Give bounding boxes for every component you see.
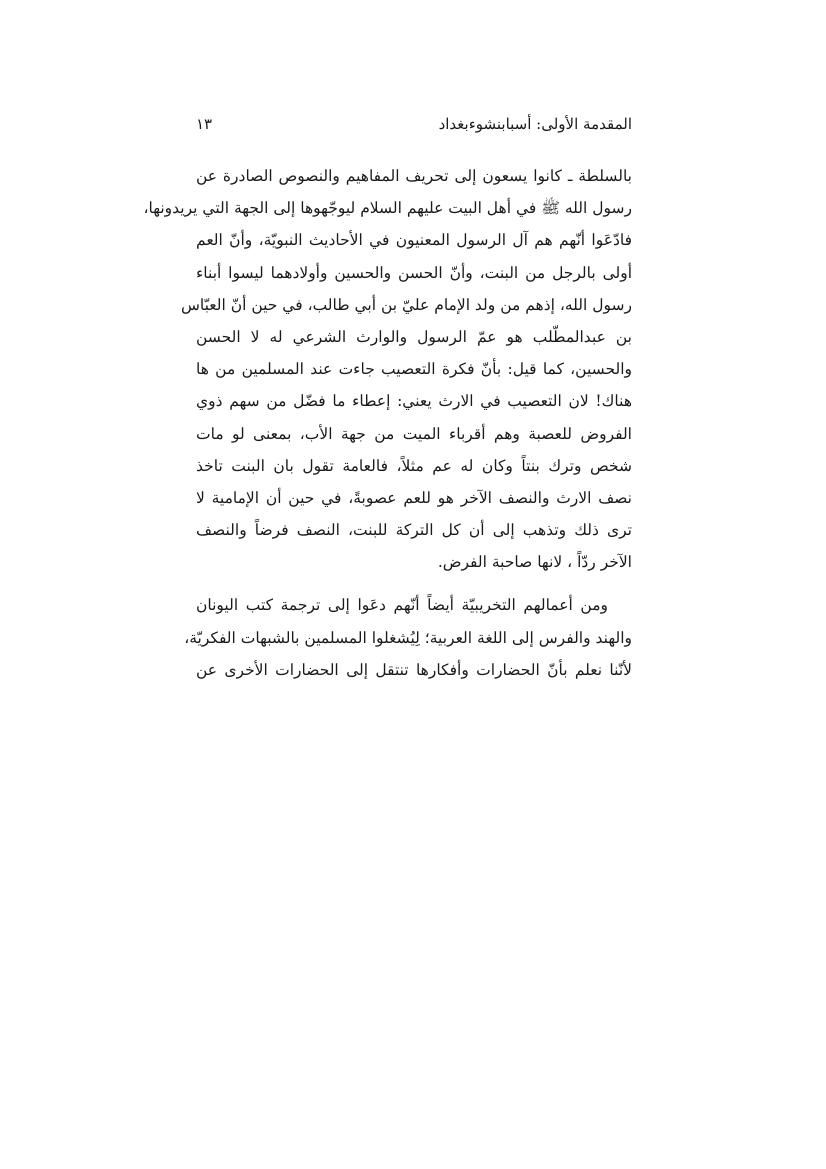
paragraph-gap — [196, 578, 632, 589]
text-line: ترى ذلك وتذهب إلى أن كل التركة للبنت، النصف فرضاً والنصف — [196, 521, 632, 540]
text-line: والهند والفرس إلى اللغة العربية؛ لِيُشغلوا المسلمين بالشبهات الفكريّة، — [184, 628, 632, 647]
text-line: الآخر ردّاً ، لانها صاحبة الفرض. — [437, 553, 632, 572]
text-line: هناك! لان التعصيب في الارث يعني: إعطاء ما فضّل من سهم ذوي — [196, 392, 632, 411]
text-line: لأنّنا نعلم بأنّ الحضارات وأفكارها تنتقل إلى الحضارات الأخرى عن — [196, 660, 632, 679]
text-line: أولى بالرجل من البنت، وأنّ الحسن والحسين وأولادهما ليسوا أبناء — [196, 263, 633, 282]
text-line: الفروض للعصبة وهم أقرباء الميت من جهة الأب، بمعنى لو مات — [196, 424, 632, 443]
text-line: نصف الارث والنصف الآخر هو للعم عصوبةً، في حين أن الإمامية لا — [196, 488, 632, 507]
text-line: بن عبدالمطّلب هو عمّ الرسول والوارث الشرعي له لا الحسن — [196, 327, 632, 346]
paragraph-1 — [143, 160, 633, 578]
text-line: والحسين، كما قيل: بأنّ فكرة التعصيب جاءت عند المسلمين من ها — [196, 360, 632, 379]
page-number: ١٣ — [196, 115, 213, 133]
text-line: فادّعَوا أنّهم هم آل الرسول المعنيون في الأحاديث النبويّة، وأنّ العم — [196, 231, 632, 250]
body-text — [143, 160, 633, 686]
text-line: شخص وترك بنتاً وكان له عم مثلاً، فالعامة تقول بان البنت تاخذ — [196, 456, 632, 475]
text-line: بالسلطة ـ كانوا يسعون إلى تحريف المفاهيم والنصوص الصادرة عن — [196, 167, 632, 185]
running-head: المقدمة الأولى: أسبابنشوءبغداد — [438, 115, 632, 133]
text-line: رسول الله، إذهم من ولد الإمام عليّ بن أبي طالب، في حين أنّ العبّاس — [180, 295, 632, 314]
page-header — [196, 112, 632, 136]
text-line: ومن أعمالهم التخريبيّة أيضاً أنّهم دعَوا إلى ترجمة كتب اليونان — [196, 596, 608, 615]
paragraph-2 — [184, 589, 632, 686]
text-line: رسول الله ﷺ في أهل البيت عليهم السلام ليوجّهوها إلى الجهة التي يريدونها، — [143, 199, 632, 218]
